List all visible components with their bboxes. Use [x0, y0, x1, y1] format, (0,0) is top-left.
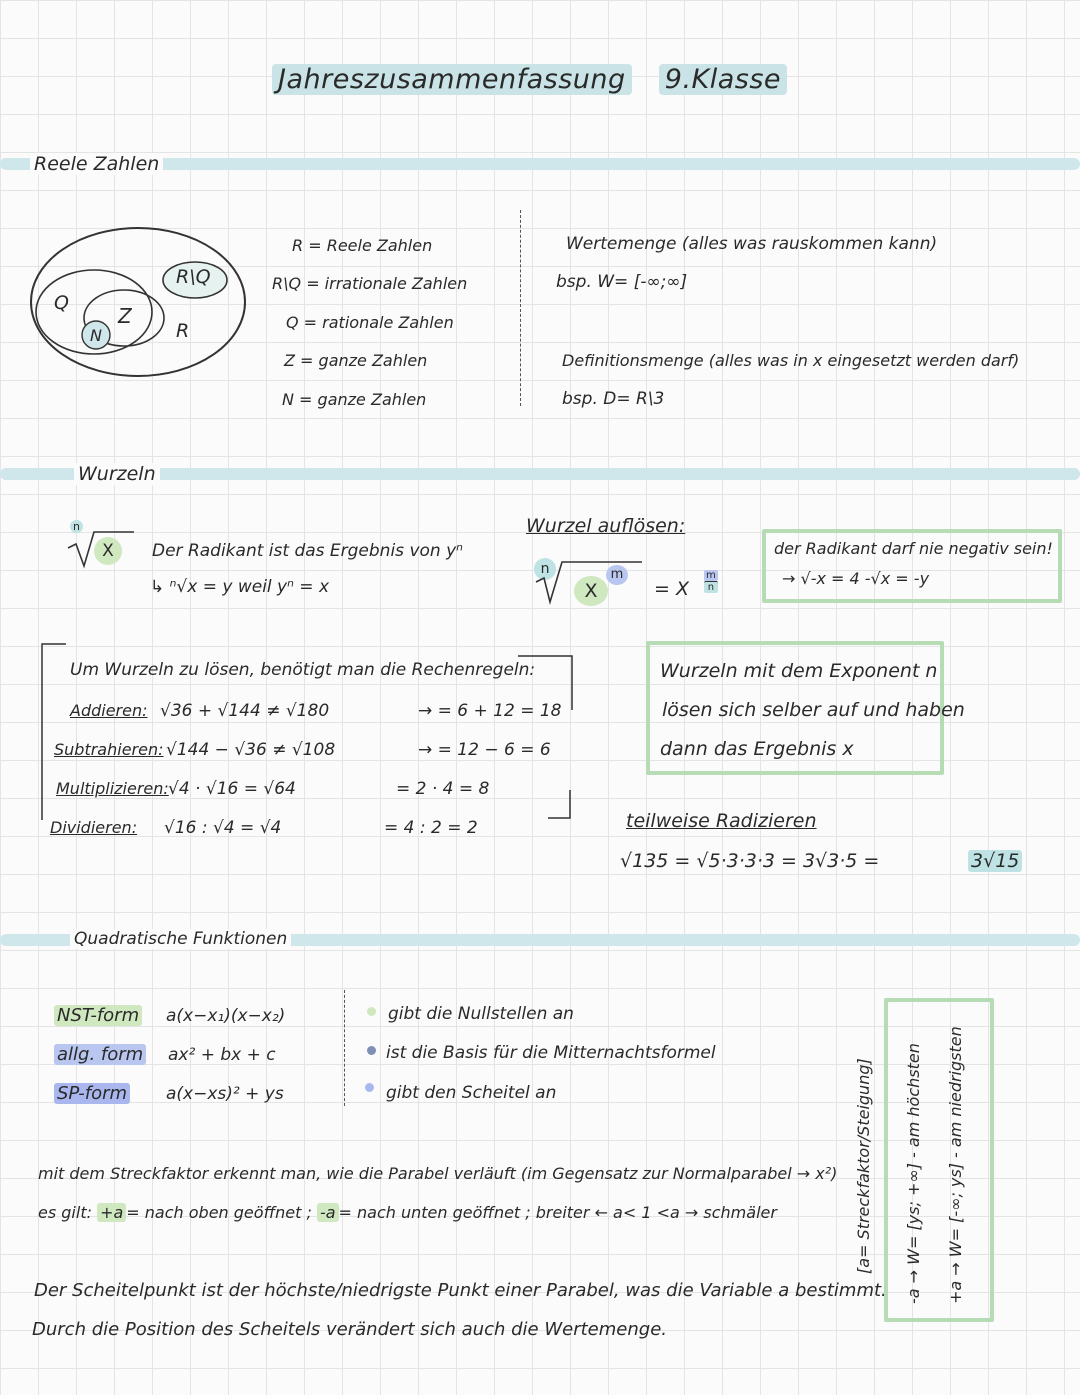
- rule-expr-dividieren: √16 : √4 = √4: [164, 818, 282, 838]
- exponent-box-line3: dann das Ergebnis x: [660, 738, 854, 760]
- form-label-allg: [54, 1044, 146, 1065]
- rule-result-dividieren: = 4 : 2 = 2: [384, 818, 478, 838]
- section-heading-wurzeln: Wurzeln: [74, 463, 160, 485]
- root-index-n: n: [70, 520, 83, 533]
- scheitelpunkt-line1: Der Scheitelpunkt ist der höchste/niedrigste Punkt einer Parabel, was die Variable a bestimmt.: [34, 1280, 887, 1301]
- rule-expr-subtrahieren: √144 − √36 ≠ √108: [166, 740, 336, 760]
- form-formula-allg: ax² + bx + c: [168, 1045, 276, 1065]
- venn-label-n: N: [90, 326, 102, 345]
- fraction-denominator-n: n: [704, 581, 718, 593]
- aufloesen-index-n: n: [534, 558, 556, 580]
- fraction-numerator-m: m: [706, 570, 716, 581]
- wurzel-aufloesen-heading: Wurzel auflösen:: [526, 515, 686, 537]
- definition-r-minus-q: R\Q = irrationale Zahlen: [272, 274, 468, 293]
- rule-label-multiplizieren: Multiplizieren:: [56, 779, 169, 798]
- bullet-sp: [365, 1083, 374, 1092]
- teilweise-expr: √135 = √5·3·3·3 = 3√3·5 =: [620, 850, 880, 872]
- wertemenge-text: Wertemenge (alles was rauskommen kann): [566, 234, 938, 254]
- rule-result-addieren: → = 6 + 12 = 18: [418, 701, 562, 721]
- streckfaktor-line1: mit dem Streckfaktor erkennt man, wie die Parabel verläuft (im Gegensatz zur Normalparabel → x²): [38, 1164, 838, 1183]
- bullet-nst: [367, 1007, 376, 1016]
- teilweise-result-value: 3√15: [968, 850, 1022, 872]
- teilweise-heading: teilweise Radizieren: [626, 810, 817, 832]
- venn-label-z: Z: [118, 304, 132, 328]
- aufloesen-result: = X: [654, 578, 689, 600]
- streckfaktor-plus-text: = nach oben geöffnet ;: [126, 1203, 312, 1222]
- radikant-formula: ↳ ⁿ√x = y weil yⁿ = x: [150, 577, 330, 597]
- rule-expr-addieren: √36 + √144 ≠ √180: [160, 701, 330, 721]
- definition-z: Z = ganze Zahlen: [284, 351, 428, 370]
- aufloesen-radicand-x: X: [574, 576, 608, 606]
- radikant-box-line1: der Radikant darf nie negativ sein!: [774, 539, 1053, 558]
- form-desc-nst: gibt die Nullstellen an: [388, 1004, 574, 1024]
- page-title: [272, 64, 787, 95]
- rule-result-multiplizieren: = 2 · 4 = 8: [396, 779, 490, 799]
- streckfaktor-prefix: es gilt:: [38, 1203, 92, 1222]
- rule-expr-multiplizieren: √4 · √16 = √64: [168, 779, 296, 799]
- aufloesen-exponent-m: m: [606, 565, 628, 585]
- exponent-box-line1: Wurzeln mit dem Exponent n: [660, 660, 938, 682]
- form-label-sp: [54, 1083, 130, 1104]
- rule-label-addieren: Addieren:: [70, 701, 148, 720]
- streckfaktor-minus-a: -a: [317, 1203, 339, 1222]
- form-label-nst: [54, 1005, 142, 1026]
- form-label-allg-text: allg. form: [54, 1044, 146, 1065]
- wertemenge-example: bsp. W= [-∞;∞]: [556, 272, 688, 292]
- definitionsmenge-example: bsp. D= R\3: [562, 389, 665, 409]
- bullet-allg: [367, 1046, 376, 1055]
- aufloesen-fraction: [704, 570, 718, 593]
- rotated-minus-a: -a → W= [ys; +∞] - am höchsten: [904, 1043, 923, 1304]
- divider-dashed-1: [520, 210, 521, 406]
- title-main: Jahreszusammenfassung: [272, 64, 632, 95]
- venn-label-r: R: [176, 320, 190, 342]
- form-desc-allg: ist die Basis für die Mitternachtsformel: [386, 1043, 716, 1063]
- root-radicand-x: X: [94, 537, 122, 565]
- section-heading-quadratisch: Quadratische Funktionen: [70, 929, 291, 949]
- rule-label-subtrahieren: Subtrahieren:: [54, 740, 164, 759]
- form-desc-sp: gibt den Scheitel an: [386, 1083, 557, 1103]
- divider-dashed-2: [344, 990, 345, 1106]
- section-bar-wurzeln: [0, 468, 1080, 480]
- streckfaktor-minus-text: = nach unten geöffnet ; breiter ← a< 1 <a → schmäler: [338, 1203, 777, 1222]
- radikant-explanation: Der Radikant ist das Ergebnis von yⁿ: [152, 541, 463, 561]
- rotated-streckfaktor: [a= Streckfaktor/Steigung]: [854, 1058, 873, 1274]
- rule-result-subtrahieren: → = 12 − 6 = 6: [418, 740, 551, 760]
- scheitelpunkt-line2: Durch die Position des Scheitels verändert sich auch die Wertemenge.: [32, 1319, 667, 1340]
- rechenregeln-intro: Um Wurzeln zu lösen, benötigt man die Rechenregeln:: [70, 660, 536, 680]
- definition-q: Q = rationale Zahlen: [286, 313, 454, 332]
- form-label-sp-text: SP-form: [54, 1083, 130, 1104]
- streckfaktor-plus-a: +a: [97, 1203, 126, 1222]
- form-formula-sp: a(x−xs)² + ys: [166, 1084, 284, 1104]
- streckfaktor-line2: [38, 1203, 777, 1222]
- definition-n: N = ganze Zahlen: [282, 390, 427, 409]
- form-formula-nst: a(x−x₁)(x−x₂): [166, 1006, 286, 1026]
- form-label-nst-text: NST-form: [54, 1005, 142, 1026]
- section-heading-reelle: Reele Zahlen: [30, 153, 163, 175]
- exponent-box-line2: lösen sich selber auf und haben: [662, 699, 965, 721]
- rotated-box: [884, 998, 994, 1322]
- rotated-plus-a: +a → W= [-∞; ys] - am niedrigsten: [946, 1026, 965, 1304]
- venn-label-q: Q: [54, 292, 69, 314]
- title-klasse: 9.Klasse: [659, 64, 787, 95]
- radikant-box-line2: → √-x = 4 -√x = -y: [782, 569, 930, 588]
- teilweise-result: [968, 850, 1022, 872]
- definitionsmenge-text: Definitionsmenge (alles was in x eingesetzt werden darf): [562, 351, 1020, 370]
- definition-r: R = Reele Zahlen: [292, 236, 433, 255]
- venn-label-r-minus-q: R\Q: [176, 266, 211, 288]
- rule-label-dividieren: Dividieren:: [50, 818, 138, 837]
